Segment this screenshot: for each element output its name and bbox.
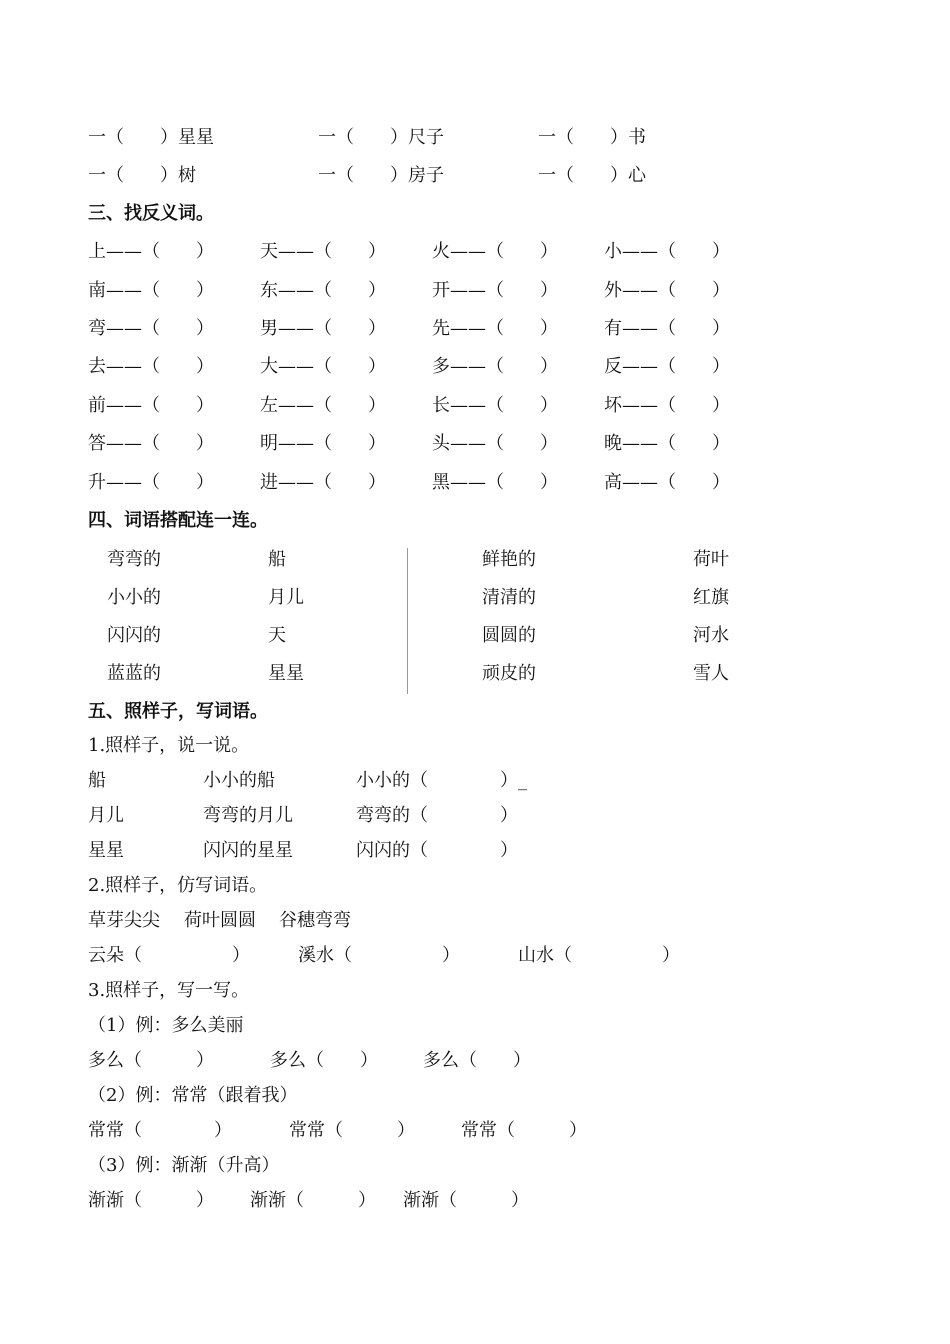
fill-blank: 多么（ ） — [88, 1050, 214, 1071]
fill-blank: 常常（ ） — [289, 1120, 415, 1141]
antonym-item: 南——（ ） — [88, 280, 214, 301]
match-adjective: 清清的 — [482, 587, 536, 608]
measure-word-item: 一（ ）房子 — [318, 165, 444, 186]
antonym-item: 答——（ ） — [88, 433, 214, 454]
antonym-item: 大——（ ） — [260, 356, 386, 377]
fill-blank: 多么（ ） — [423, 1050, 531, 1071]
section4-title: 四、词语搭配连一连。 — [88, 510, 268, 531]
section3-title: 三、找反义词。 — [88, 203, 214, 224]
measure-word-item: 一（ ）心 — [538, 165, 646, 186]
fill-blank: 溪水（ ） — [298, 945, 460, 966]
example-word: 草芽尖尖 — [88, 910, 160, 931]
example-phrase: 闪闪的星星 — [203, 840, 293, 861]
match-noun: 船 — [268, 549, 286, 570]
fill-blank: 弯弯的（ ） — [356, 805, 518, 826]
fill-blank: 云朵（ ） — [88, 945, 250, 966]
antonym-item: 弯——（ ） — [88, 318, 214, 339]
match-noun: 雪人 — [693, 663, 729, 684]
fill-blank: 多么（ ） — [270, 1050, 378, 1071]
fill-blank: 渐渐（ ） — [88, 1190, 214, 1211]
example-noun: 船 — [88, 770, 106, 791]
section5-title: 五、照样子，写词语。 — [88, 701, 268, 722]
measure-word-item: 一（ ）书 — [538, 127, 646, 148]
antonym-item: 左——（ ） — [260, 395, 386, 416]
antonym-item: 上——（ ） — [88, 241, 214, 262]
part3-title: 3.照样子，写一写。 — [88, 980, 250, 1001]
antonym-item: 反——（ ） — [604, 356, 730, 377]
antonym-item: 头——（ ） — [432, 433, 558, 454]
antonym-item: 火——（ ） — [432, 241, 558, 262]
example-phrase: 小小的船 — [203, 770, 275, 791]
measure-word-item: 一（ ）星星 — [88, 127, 214, 148]
match-adjective: 弯弯的 — [107, 549, 161, 570]
example-noun: 星星 — [88, 840, 124, 861]
match-noun: 星星 — [268, 663, 304, 684]
antonym-item: 进——（ ） — [260, 472, 386, 493]
fill-blank: 渐渐（ ） — [250, 1190, 376, 1211]
antonym-item: 多——（ ） — [432, 356, 558, 377]
example-word: 谷穗弯弯 — [279, 910, 351, 931]
part1-title: 1.照样子，说一说。 — [88, 735, 250, 756]
antonym-item: 前——（ ） — [88, 395, 214, 416]
antonym-item: 去——（ ） — [88, 356, 214, 377]
column-divider — [407, 548, 408, 694]
match-noun: 红旗 — [693, 587, 729, 608]
antonym-item: 男——（ ） — [260, 318, 386, 339]
match-adjective: 鲜艳的 — [482, 549, 536, 570]
measure-word-item: 一（ ）树 — [88, 165, 196, 186]
match-noun: 月儿 — [268, 587, 304, 608]
fill-blank: 山水（ ） — [518, 945, 680, 966]
match-adjective: 闪闪的 — [107, 625, 161, 646]
fill-blank: 常常（ ） — [461, 1120, 587, 1141]
example-phrase: 弯弯的月儿 — [203, 805, 293, 826]
example1-title: （1）例：多么美丽 — [88, 1015, 244, 1036]
antonym-item: 先——（ ） — [432, 318, 558, 339]
fill-blank: 渐渐（ ） — [403, 1190, 529, 1211]
antonym-item: 黑——（ ） — [432, 472, 558, 493]
antonym-item: 坏——（ ） — [604, 395, 730, 416]
fill-blank: 常常（ ） — [88, 1120, 232, 1141]
match-noun: 河水 — [693, 625, 729, 646]
example3-title: （3）例：渐渐（升高） — [88, 1155, 280, 1176]
fill-blank: 小小的（ ）_ — [356, 770, 527, 791]
antonym-item: 晚——（ ） — [604, 433, 730, 454]
part2-title: 2.照样子，仿写词语。 — [88, 875, 268, 896]
match-adjective: 蓝蓝的 — [107, 663, 161, 684]
example-noun: 月儿 — [88, 805, 124, 826]
example2-title: （2）例：常常（跟着我） — [88, 1085, 298, 1106]
antonym-item: 有——（ ） — [604, 318, 730, 339]
antonym-item: 天——（ ） — [260, 241, 386, 262]
example-word: 荷叶圆圆 — [184, 910, 256, 931]
match-adjective: 顽皮的 — [482, 663, 536, 684]
match-noun: 荷叶 — [693, 549, 729, 570]
antonym-item: 开——（ ） — [432, 280, 558, 301]
match-noun: 天 — [268, 625, 286, 646]
antonym-item: 明——（ ） — [260, 433, 386, 454]
match-adjective: 圆圆的 — [482, 625, 536, 646]
fill-blank: 闪闪的（ ） — [356, 840, 518, 861]
antonym-item: 东——（ ） — [260, 280, 386, 301]
antonym-item: 长——（ ） — [432, 395, 558, 416]
match-adjective: 小小的 — [107, 587, 161, 608]
antonym-item: 小——（ ） — [604, 241, 730, 262]
antonym-item: 高——（ ） — [604, 472, 730, 493]
antonym-item: 外——（ ） — [604, 280, 730, 301]
measure-word-item: 一（ ）尺子 — [318, 127, 444, 148]
antonym-item: 升——（ ） — [88, 472, 214, 493]
